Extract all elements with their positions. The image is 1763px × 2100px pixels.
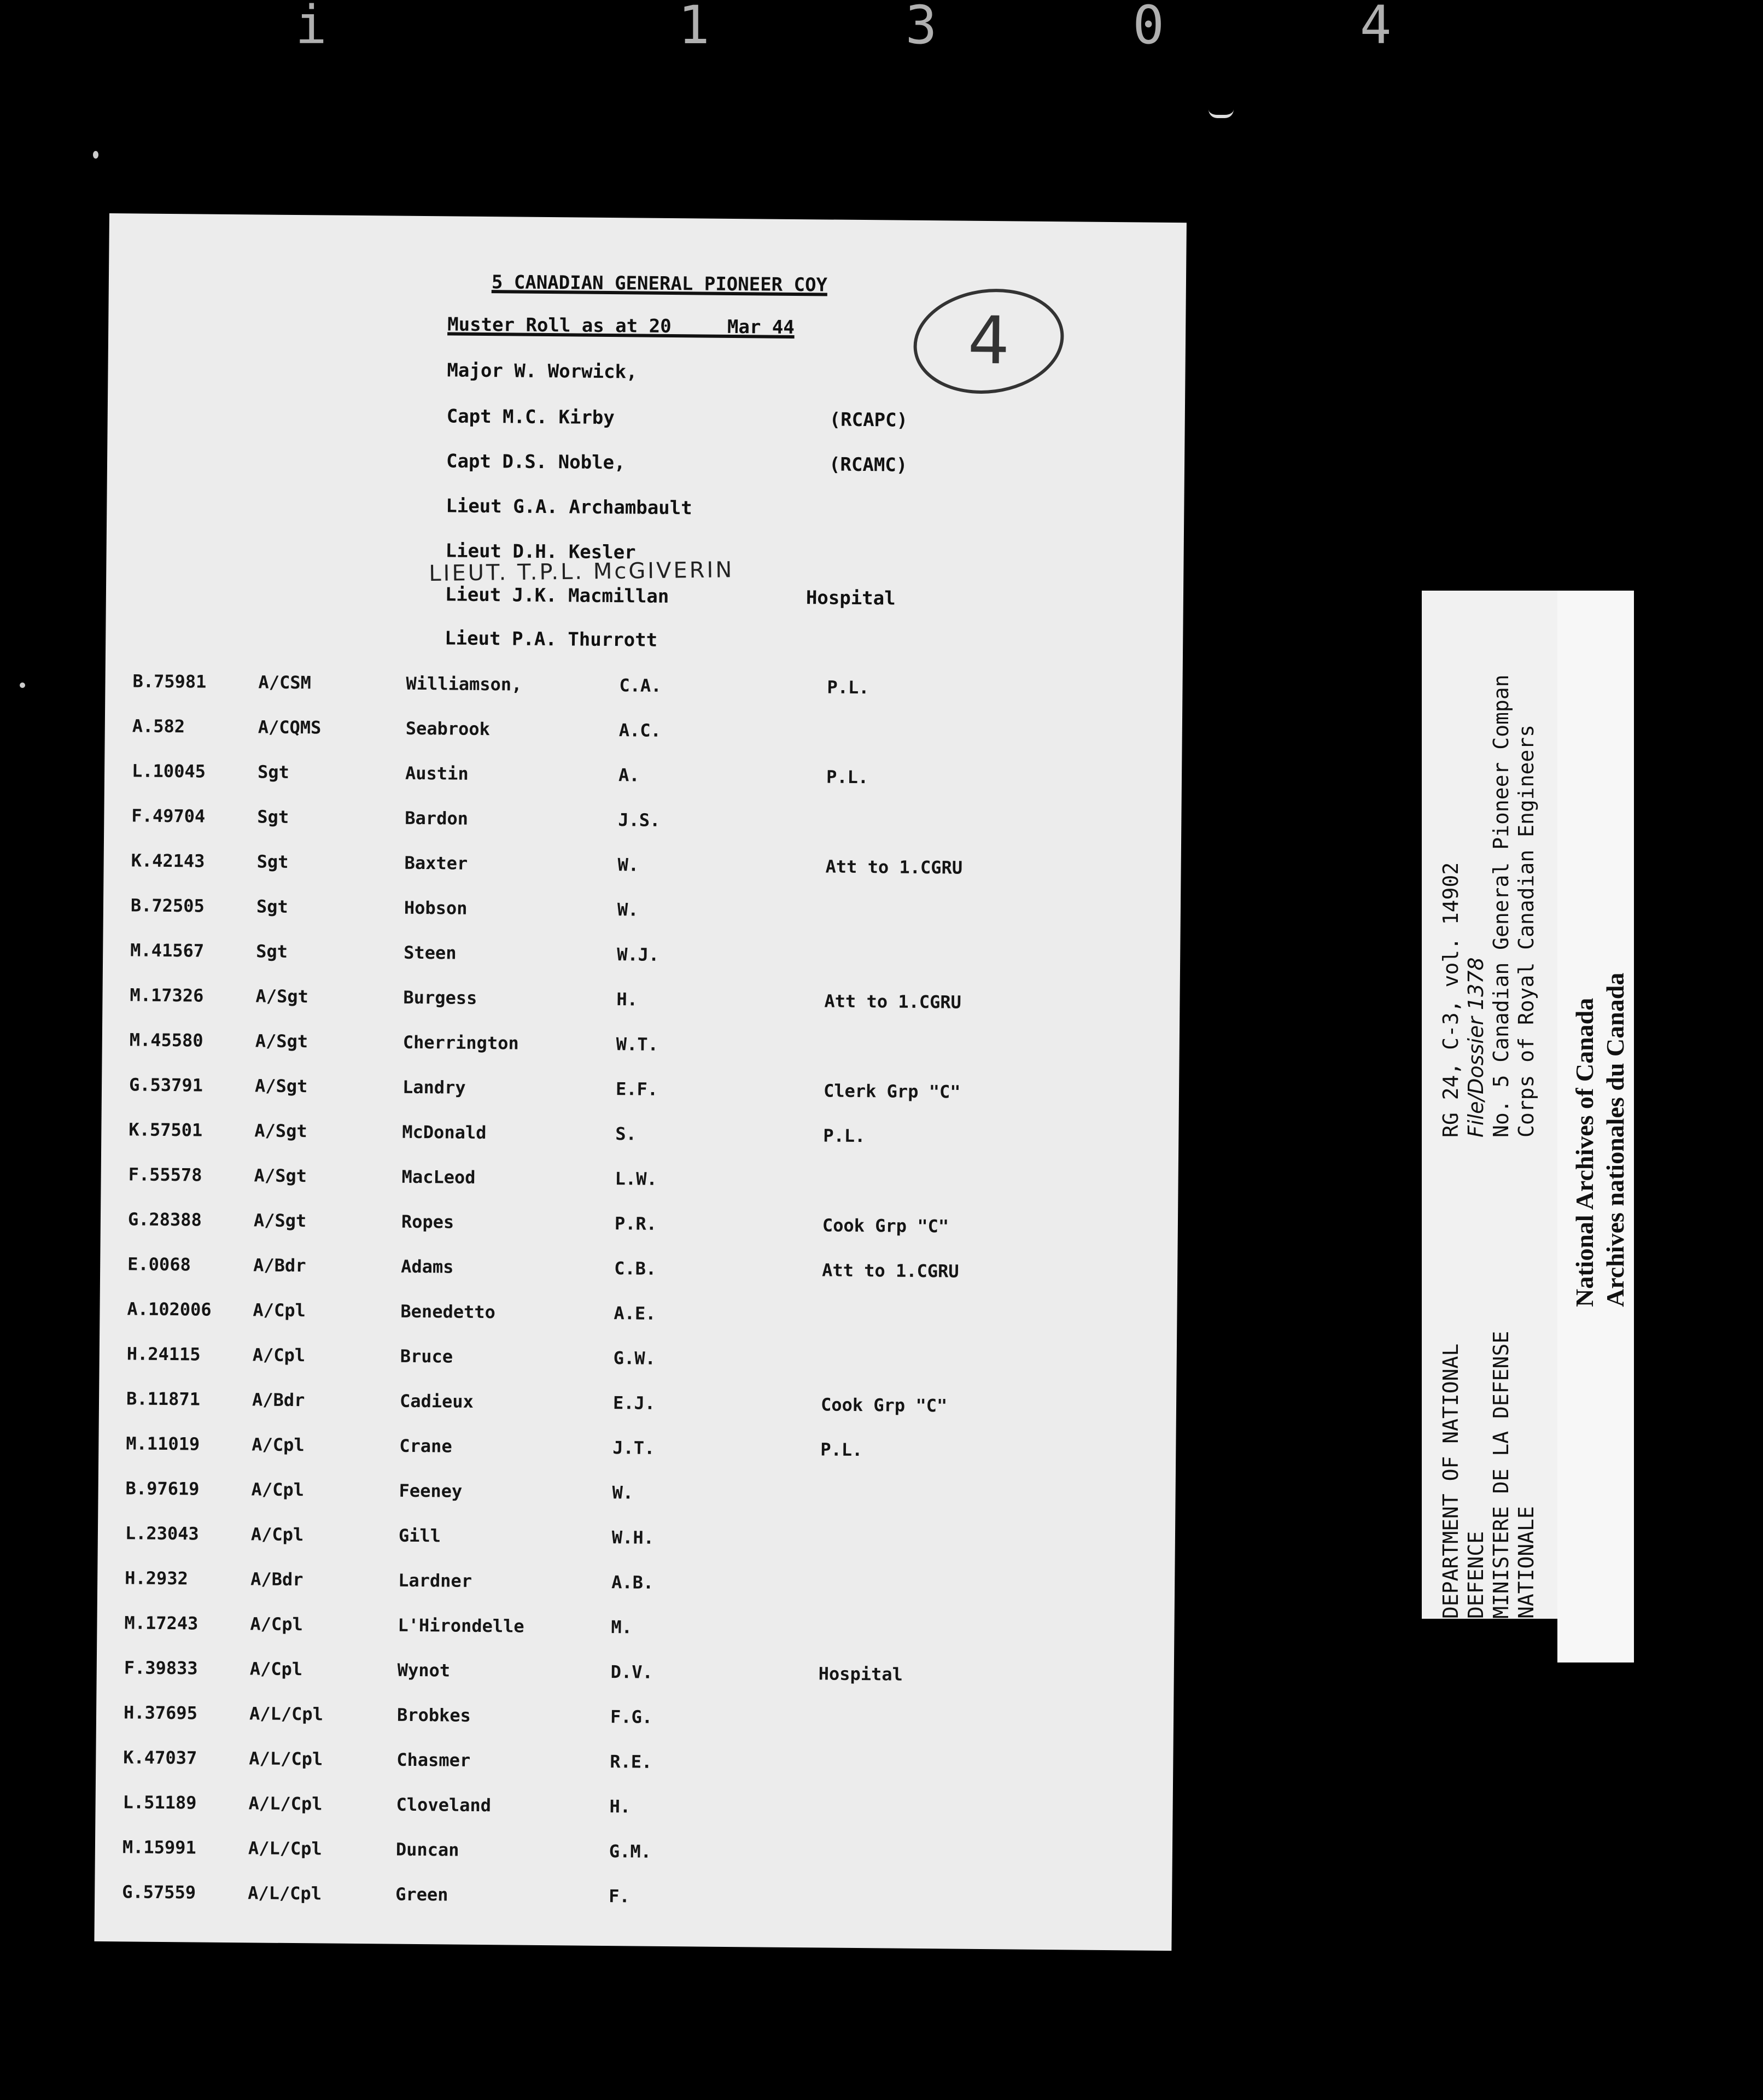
rank: A/Cpl xyxy=(252,1434,305,1456)
surname: Burgess xyxy=(403,987,477,1008)
surname: Benedetto xyxy=(400,1300,496,1323)
initials: S. xyxy=(615,1123,637,1145)
service-number: F.49704 xyxy=(131,805,206,827)
surname: Bruce xyxy=(400,1345,453,1367)
rank: A/L/Cpl xyxy=(249,1703,324,1725)
officer-entry xyxy=(446,405,908,431)
service-number: L.23043 xyxy=(125,1522,199,1544)
rank: A/L/Cpl xyxy=(249,1748,323,1770)
muster-roll-page xyxy=(94,213,1187,1951)
officer-name: Lieut J.K. Macmillan xyxy=(445,584,669,608)
surname: Crane xyxy=(399,1435,452,1457)
rank: A/Sgt xyxy=(253,1210,307,1232)
service-number: M.45580 xyxy=(129,1029,203,1051)
initials: D.V. xyxy=(610,1661,653,1683)
rank: A/Sgt xyxy=(254,1075,308,1097)
service-number: G.28388 xyxy=(127,1209,202,1230)
rank: A/Cpl xyxy=(250,1524,304,1545)
rank: A/Cpl xyxy=(249,1658,303,1680)
archive-reference-line: RG 24, C-3, vol. 14902 xyxy=(1439,862,1463,1138)
surname: Gill xyxy=(398,1525,441,1547)
service-number: H.2932 xyxy=(125,1567,188,1589)
remark: Hospital xyxy=(818,1663,903,1685)
service-number: M.17243 xyxy=(124,1612,199,1634)
remark: Att to 1.CGRU xyxy=(825,856,963,878)
rank: A/L/Cpl xyxy=(248,1882,322,1904)
surname: Feeney xyxy=(399,1480,463,1502)
rank: A/CSM xyxy=(258,672,312,693)
department-line: MINISTERE DE LA DEFENSE xyxy=(1489,1331,1513,1619)
initials: C.A. xyxy=(619,675,662,696)
film-mark xyxy=(1209,109,1234,118)
surname: Steen xyxy=(404,942,457,964)
handwritten-officer-addition: LIEUT. T.P.L. McGIVERIN xyxy=(429,557,734,586)
archive-reference-line: Corps of Royal Canadian Engineers xyxy=(1514,725,1538,1138)
initials: H. xyxy=(616,989,638,1010)
surname: L'Hirondelle xyxy=(398,1614,524,1637)
initials: H. xyxy=(609,1796,631,1817)
officer-name: Lieut G.A. Archambault xyxy=(446,495,692,520)
service-number: K.47037 xyxy=(123,1747,197,1769)
service-number: K.42143 xyxy=(131,850,205,872)
service-number: F.55578 xyxy=(128,1164,202,1186)
surname: Duncan xyxy=(395,1839,459,1860)
officer-name: Lieut D.H. Kesler xyxy=(445,540,636,564)
surname: Austin xyxy=(405,762,469,784)
remark: Cook Grp "C" xyxy=(822,1215,949,1237)
service-number: B.75981 xyxy=(132,670,207,692)
surname: Williamson, xyxy=(406,673,522,695)
initials: P.R. xyxy=(614,1213,657,1234)
rank: Sgt xyxy=(256,851,289,872)
initials: A.C. xyxy=(618,720,662,741)
initials: J.S. xyxy=(618,809,661,831)
surname: Cadieux xyxy=(399,1390,474,1412)
initials: J.T. xyxy=(612,1437,655,1459)
rank: A/Cpl xyxy=(250,1613,303,1635)
initials: A. xyxy=(618,765,640,786)
surname: Adams xyxy=(401,1256,454,1278)
initials: F.G. xyxy=(610,1706,653,1728)
initials: E.J. xyxy=(612,1392,656,1414)
remark: Att to 1.CGRU xyxy=(822,1259,959,1282)
officer-name: Lieut P.A. Thurrott xyxy=(445,627,658,651)
film-speck xyxy=(93,151,98,159)
initials: A.B. xyxy=(611,1572,654,1593)
document-title: 5 CANADIAN GENERAL PIONEER COY xyxy=(491,271,828,296)
service-number: G.53791 xyxy=(129,1074,203,1096)
rank: A/Bdr xyxy=(253,1255,306,1276)
service-number: G.57559 xyxy=(122,1881,196,1903)
rank: Sgt xyxy=(256,896,288,917)
initials: C.B. xyxy=(614,1258,657,1279)
archive-reference-line: No. 5 Canadian General Pioneer Compan xyxy=(1489,674,1513,1138)
initials: W.H. xyxy=(611,1527,655,1548)
surname: Seabrook xyxy=(405,718,491,740)
initials: W. xyxy=(617,854,639,876)
officer-remark: Hospital xyxy=(805,587,896,610)
surname: Cherrington xyxy=(402,1031,519,1054)
remark: P.L. xyxy=(820,1439,863,1461)
service-number: B.72505 xyxy=(130,895,205,917)
officer-entry xyxy=(445,584,896,610)
remark: P.L. xyxy=(826,766,869,788)
officer-entry xyxy=(446,450,908,476)
rank: Sgt xyxy=(257,806,289,827)
rank: A/Cpl xyxy=(253,1299,306,1321)
initials: A.E. xyxy=(614,1303,656,1324)
service-number: H.37695 xyxy=(123,1702,198,1724)
rank: A/Cpl xyxy=(252,1344,306,1366)
remark: Att to 1.CGRU xyxy=(824,990,962,1013)
officer-note: (RCAMC) xyxy=(828,453,908,476)
initials: L.W. xyxy=(615,1168,657,1189)
department-line: NATIONALE xyxy=(1514,1506,1538,1619)
service-number: A.102006 xyxy=(127,1298,212,1320)
surname: Ropes xyxy=(401,1211,454,1233)
circled-page-number xyxy=(906,281,1071,402)
service-number: M.17326 xyxy=(130,984,204,1006)
officer-name: Capt D.S. Noble, xyxy=(446,450,626,474)
initials: W. xyxy=(612,1482,634,1503)
officer-name: Major W. Worwick, xyxy=(447,359,638,383)
service-number: L.10045 xyxy=(131,760,206,782)
rank: A/Sgt xyxy=(255,1030,308,1052)
officer-entry xyxy=(446,495,692,519)
document-subtitle: Muster Roll as at 20 ___ Mar 44 xyxy=(447,313,795,339)
rank: Sgt xyxy=(257,761,290,783)
officer-entry xyxy=(447,359,637,383)
rank: A/Sgt xyxy=(254,1165,307,1187)
archives-name-fr: Archives nationales du Canada xyxy=(1601,972,1629,1307)
rank: A/Sgt xyxy=(255,985,309,1007)
officer-name: Capt M.C. Kirby xyxy=(446,405,615,429)
service-number: M.41567 xyxy=(130,940,205,961)
rank: A/Bdr xyxy=(252,1389,305,1411)
surname: Lardner xyxy=(398,1570,472,1591)
initials: G.W. xyxy=(613,1348,656,1369)
service-number: F.39833 xyxy=(124,1657,198,1679)
initials: W. xyxy=(617,899,639,920)
officer-note: (RCAPC) xyxy=(829,409,908,431)
film-frame-number-left: i xyxy=(295,0,409,56)
page-number-text: 4 xyxy=(967,302,1010,380)
surname: Bardon xyxy=(405,807,469,829)
surname: Wynot xyxy=(397,1659,451,1681)
officer-entry xyxy=(445,627,657,651)
initials: E.F. xyxy=(615,1078,658,1100)
remark: Clerk Grp "C" xyxy=(823,1080,961,1102)
rank: Sgt xyxy=(256,941,288,962)
department-line: DEFENCE xyxy=(1464,1531,1488,1619)
rank: A/Sgt xyxy=(254,1120,307,1142)
service-number: M.11019 xyxy=(126,1433,200,1455)
surname: McDonald xyxy=(402,1121,487,1144)
remark: P.L. xyxy=(827,676,869,698)
initials: F. xyxy=(609,1886,630,1907)
film-speck xyxy=(20,682,25,688)
surname: Baxter xyxy=(404,852,468,874)
remark: P.L. xyxy=(823,1125,866,1147)
service-number: H.24115 xyxy=(126,1343,201,1365)
national-archives-tag xyxy=(1557,591,1634,1662)
archive-reference-line: File/Dossier 1378 xyxy=(1464,957,1488,1138)
archive-reference-tag xyxy=(1422,591,1558,1619)
initials: W.T. xyxy=(616,1034,659,1055)
service-number: B.97619 xyxy=(125,1478,200,1500)
rank: A/Cpl xyxy=(251,1479,305,1501)
service-number: M.15991 xyxy=(122,1836,196,1858)
department-line: DEPARTMENT OF NATIONAL xyxy=(1439,1343,1463,1619)
archives-name-en: National Archives of Canada xyxy=(1571,998,1598,1307)
surname: Hobson xyxy=(404,897,468,919)
initials: R.E. xyxy=(610,1751,652,1772)
rank: A/L/Cpl xyxy=(248,1838,322,1859)
initials: W.J. xyxy=(617,944,659,965)
surname: Cloveland xyxy=(396,1794,492,1816)
service-number: E.0068 xyxy=(127,1253,191,1275)
surname: MacLeod xyxy=(401,1166,476,1188)
service-number: A.582 xyxy=(132,715,185,737)
surname: Landry xyxy=(402,1076,466,1098)
service-number: B.11871 xyxy=(126,1388,201,1410)
rank: A/L/Cpl xyxy=(248,1793,323,1815)
initials: G.M. xyxy=(609,1841,652,1862)
rank: A/Bdr xyxy=(250,1568,303,1590)
service-number: L.51189 xyxy=(122,1792,197,1813)
rank: A/CQMS xyxy=(258,716,322,738)
surname: Green xyxy=(395,1883,448,1905)
remark: Cook Grp "C" xyxy=(820,1394,948,1416)
film-frame-number-right: 1 3 0 4 xyxy=(678,0,1474,56)
service-number: K.57501 xyxy=(129,1119,203,1141)
surname: Chasmer xyxy=(396,1749,471,1771)
surname: Brobkes xyxy=(396,1704,471,1726)
initials: M. xyxy=(611,1617,633,1638)
